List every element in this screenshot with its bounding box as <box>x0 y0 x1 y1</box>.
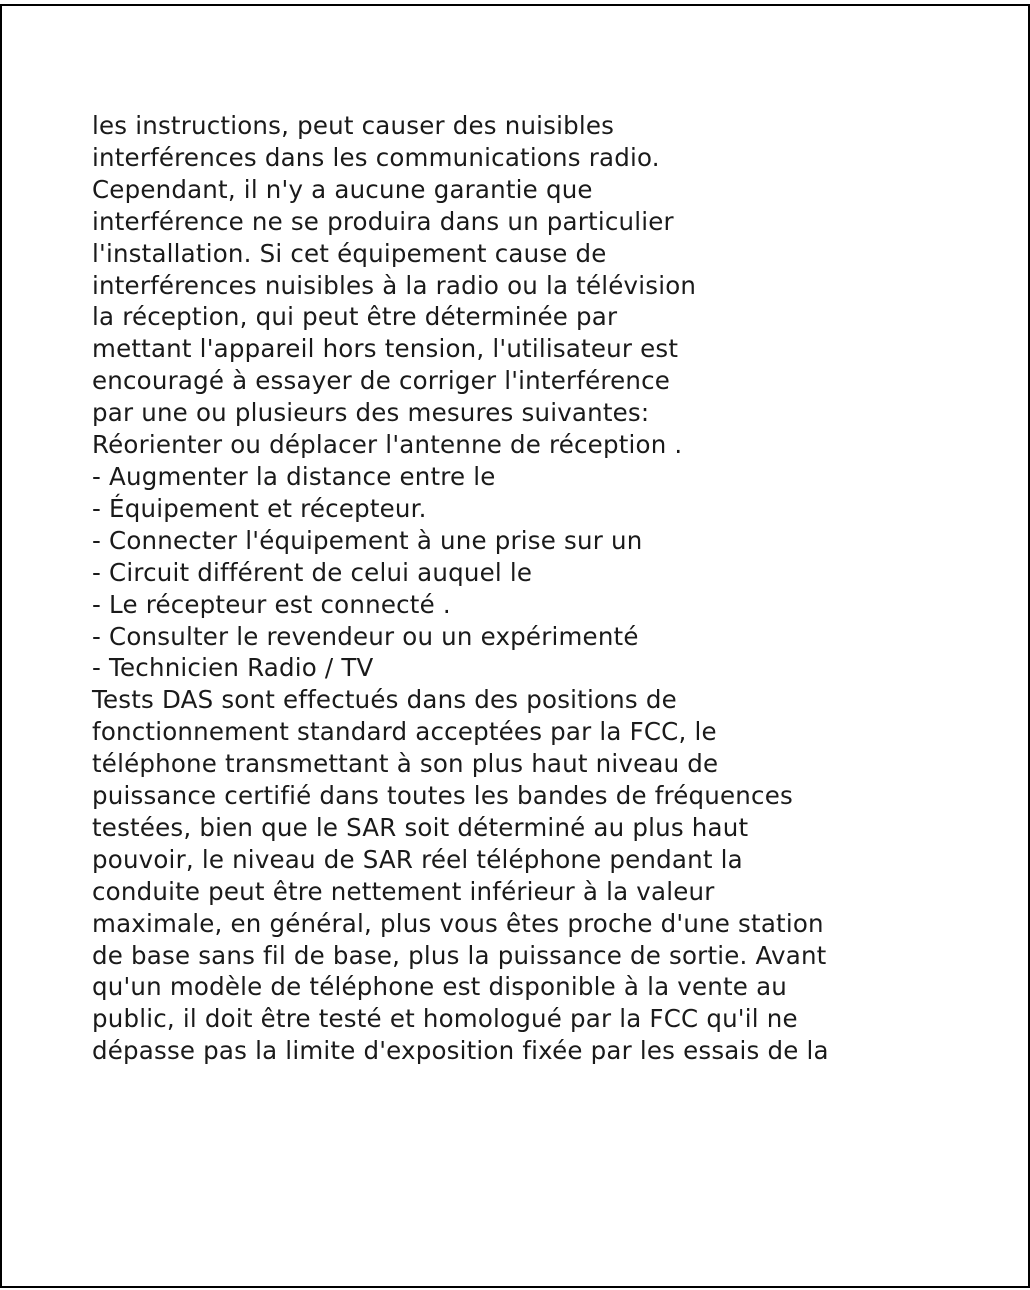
text-line: conduite peut être nettement inférieur à la valeur <box>92 876 715 906</box>
list-item: - Connecter l'équipement à une prise sur un <box>92 525 643 555</box>
text-line: téléphone transmettant à son plus haut niveau de <box>92 749 719 779</box>
text-line: l'installation. Si cet équipement cause de <box>92 238 607 268</box>
text-line: interférence ne se produira dans un particulier <box>92 206 674 236</box>
text-line: maximale, en général, plus vous êtes proche d'une station <box>92 908 824 938</box>
text-line: fonctionnement standard acceptées par la FCC, le <box>92 717 717 747</box>
list-item: - Circuit différent de celui auquel le <box>92 557 533 587</box>
text-line: par une ou plusieurs des mesures suivantes: <box>92 398 650 428</box>
text-line: puissance certifié dans toutes les bandes de fréquences <box>92 781 793 811</box>
text-line: Réorienter ou déplacer l'antenne de réception . <box>92 430 683 460</box>
text-line: dépasse pas la limite d'exposition fixée par les essais de la <box>92 1036 829 1066</box>
text-line: encouragé à essayer de corriger l'interférence <box>92 366 671 396</box>
text-line: public, il doit être testé et homologué par la FCC qu'il ne <box>92 1004 798 1034</box>
list-item: - Technicien Radio / TV <box>92 653 374 683</box>
text-line: les instructions, peut causer des nuisibles <box>92 111 615 140</box>
text-line: interférences nuisibles à la radio ou la télévision <box>92 270 697 300</box>
list-item: - Consulter le revendeur ou un expérimenté <box>92 621 639 651</box>
text-line: Tests DAS sont effectués dans des positions de <box>92 685 677 715</box>
text-line: mettant l'appareil hors tension, l'utilisateur est <box>92 334 679 364</box>
text-line: la réception, qui peut être déterminée par <box>92 302 618 332</box>
document-page <box>0 4 1030 1288</box>
text-line: pouvoir, le niveau de SAR réel téléphone pendant la <box>92 844 743 874</box>
text-line: interférences dans les communications radio. <box>92 142 660 172</box>
list-item: - Augmenter la distance entre le <box>92 461 496 491</box>
list-item: - Le récepteur est connecté . <box>92 589 451 619</box>
text-line: Cependant, il n'y a aucune garantie que <box>92 174 593 204</box>
text-line: de base sans fil de base, plus la puissance de sortie. Avant <box>92 940 827 970</box>
list-item: - Équipement et récepteur. <box>92 493 427 523</box>
text-line: testées, bien que le SAR soit déterminé au plus haut <box>92 812 749 842</box>
text-line: qu'un modèle de téléphone est disponible à la vente au <box>92 972 788 1002</box>
body-text <box>92 110 992 1067</box>
